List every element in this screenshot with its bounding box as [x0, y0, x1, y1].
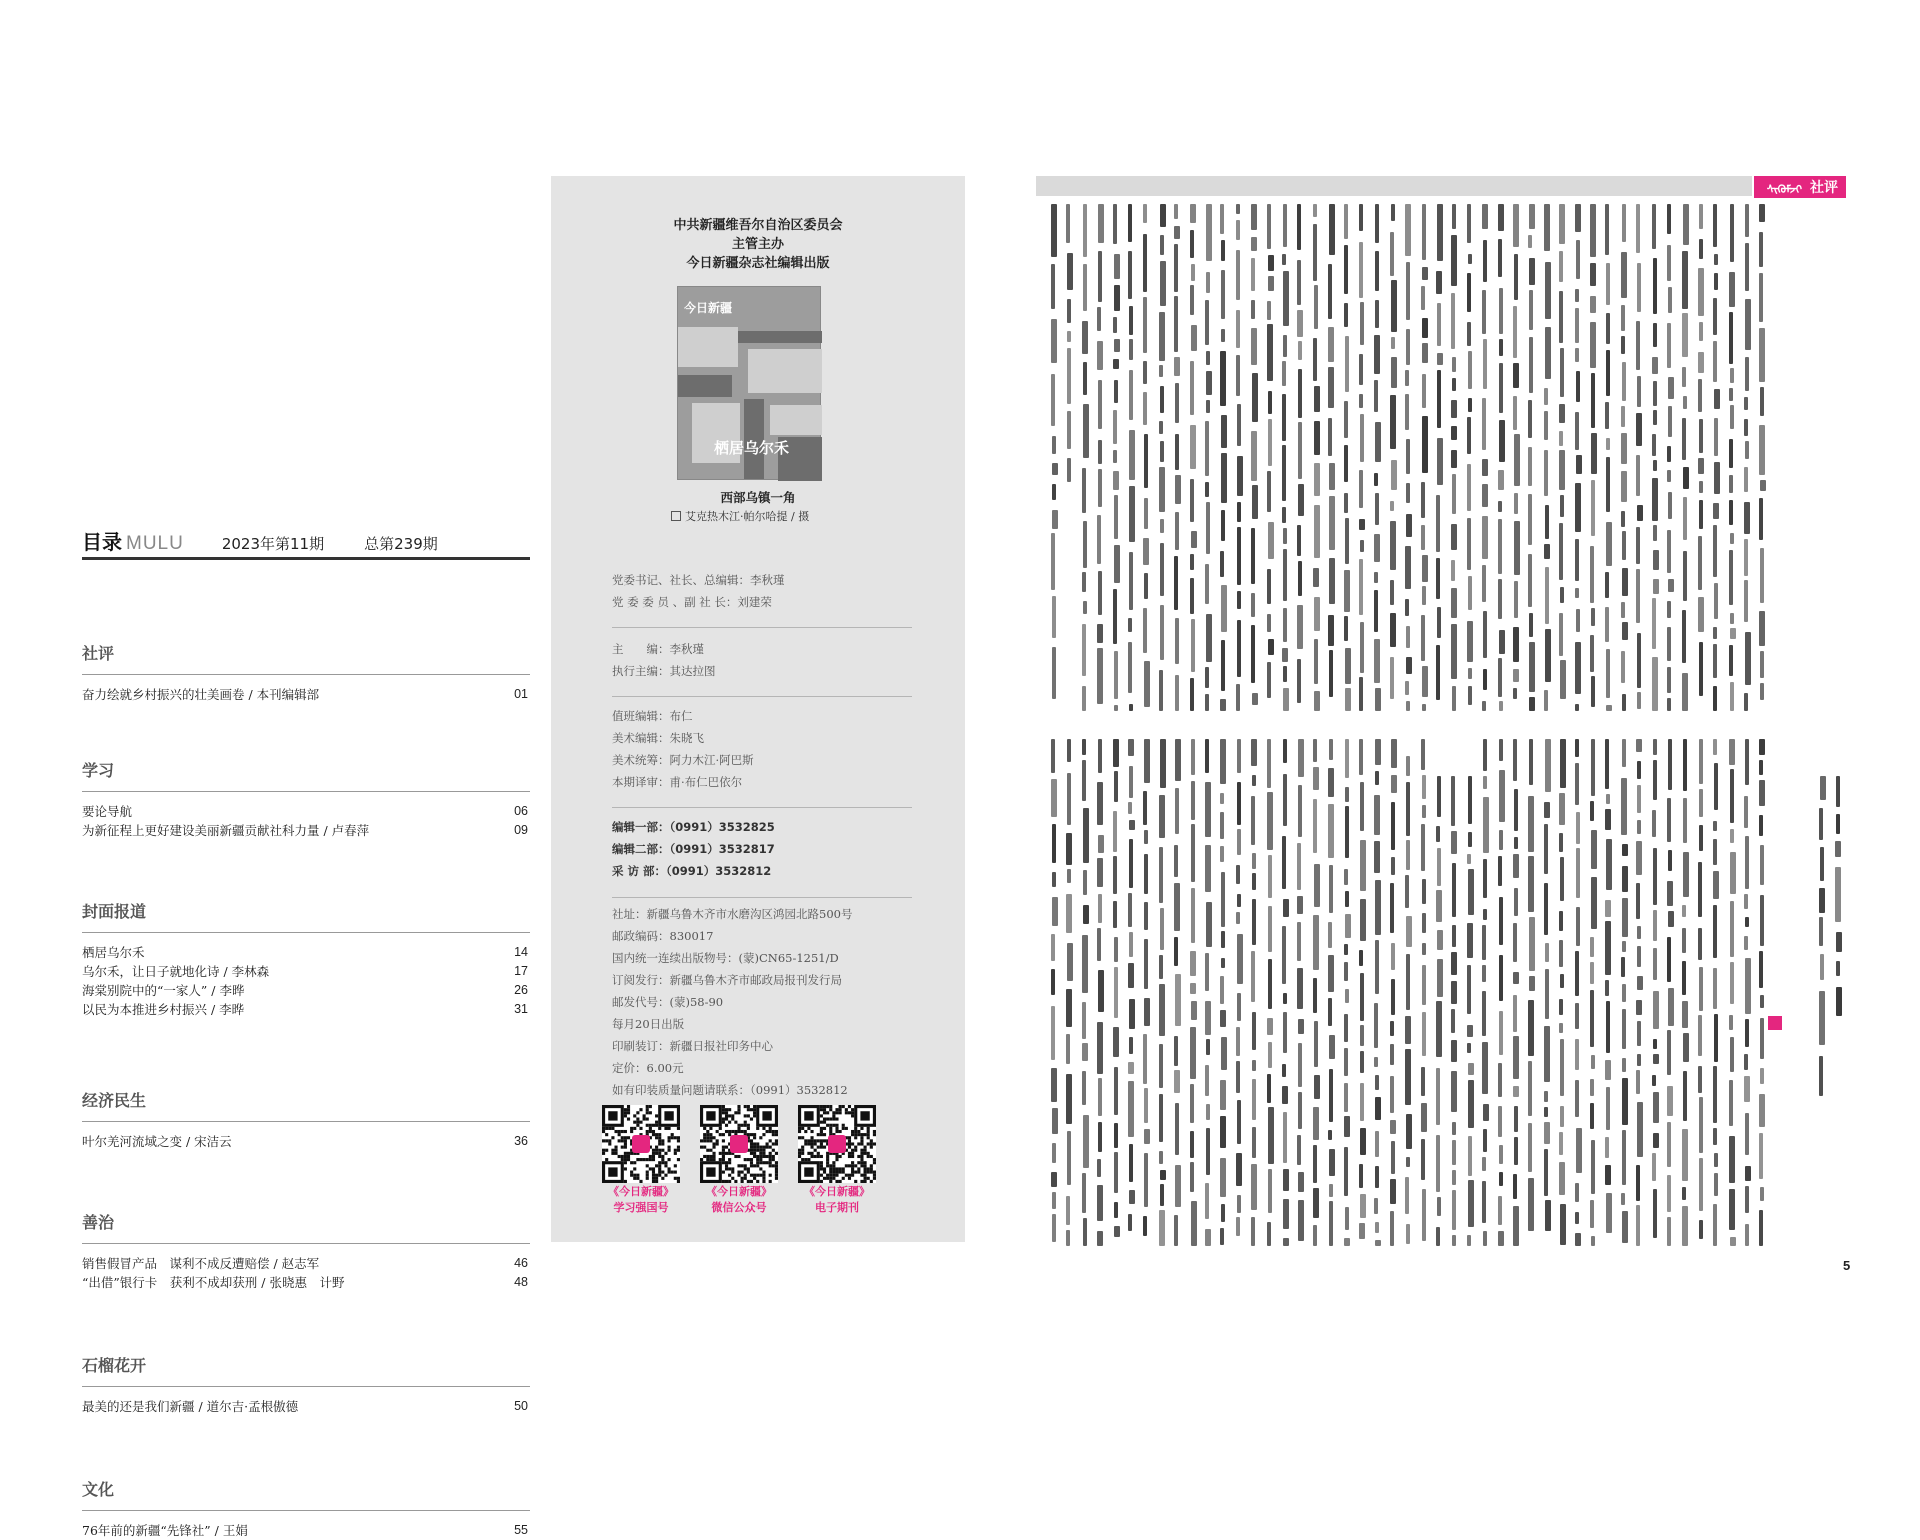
mongolian-text-column: [1142, 739, 1149, 1246]
mongolian-text-column: [1834, 776, 1841, 1016]
qr-caption: 《今日新疆》: [608, 1185, 674, 1198]
mongolian-text-column: [1697, 739, 1704, 1246]
masthead-line: 本期译审：甫·布仁巴依尔: [612, 775, 743, 789]
toc-entry[interactable]: [82, 1254, 530, 1273]
mongolian-text-column: [1173, 204, 1180, 711]
toc-entry-title: 销售假冒产品 谋利不成反遭赔偿 / 赵志军: [82, 1256, 320, 1271]
masthead-line: 采 访 部：（0991）3532812: [612, 864, 772, 878]
toc-entry-page: 09: [514, 823, 528, 837]
mongolian-text-column: [1728, 739, 1735, 1246]
toc-entry-page: 46: [514, 1256, 528, 1270]
toc-section-title: 学习: [82, 761, 115, 780]
toc-entry-title: 乌尔禾，让日子就地化诗 / 李林森: [82, 964, 270, 979]
mongolian-text-column: [1266, 204, 1273, 711]
toc-entry-page: 26: [514, 983, 528, 997]
mongolian-text-column: [1281, 204, 1288, 711]
qr-code-block: [791, 1105, 883, 1215]
qr-code-block: [693, 1105, 785, 1215]
mongolian-text-column: [1250, 739, 1257, 1246]
toc-entry-page: 55: [514, 1523, 528, 1537]
toc-section: [82, 900, 530, 1019]
mongolian-text-column: [1127, 204, 1134, 711]
toc-entry[interactable]: [82, 1000, 530, 1019]
mongolian-text-column: [1389, 204, 1396, 711]
phone-numbers: [612, 816, 775, 882]
toc-entry-title: 栖居乌尔禾: [82, 945, 145, 960]
mongolian-text-column: [1589, 739, 1596, 1246]
divider: [82, 1386, 530, 1387]
toc-entry-page: 48: [514, 1275, 528, 1289]
mongolian-text-column: [1158, 739, 1165, 1246]
divider: [82, 674, 530, 675]
mongolian-text-column: [1327, 204, 1334, 711]
cover-caption: 西部乌镇一角: [720, 490, 796, 505]
toc-entry-page: 01: [514, 687, 528, 701]
toc-entry-page: 31: [514, 1002, 528, 1016]
cover-image: [677, 286, 821, 480]
masthead-line: 主 编：李秋瑾: [612, 642, 704, 656]
mongolian-text-column: [1219, 739, 1226, 1246]
table-of-contents: [82, 526, 530, 1540]
publication-info: [612, 903, 852, 1101]
mongolian-text-column: [1235, 739, 1242, 1246]
mongolian-text-column: [1343, 739, 1350, 1246]
mongolian-text-column: [1681, 204, 1688, 711]
mongolian-text-column: [1358, 739, 1365, 1246]
toc-entry[interactable]: [82, 943, 530, 962]
divider: [82, 791, 530, 792]
mongolian-text-column: [1558, 739, 1565, 1246]
mongolian-text-column: [1127, 739, 1134, 1246]
mongolian-text-column: [1543, 204, 1550, 711]
masthead-line: 邮发代号：(蒙)58-90: [612, 995, 724, 1009]
header-bar: [1036, 176, 1752, 196]
mongolian-text-column: [1743, 739, 1750, 1246]
divider: [612, 807, 912, 808]
mongolian-text-column: [1096, 204, 1103, 711]
mongolian-text-column: [1327, 739, 1334, 1246]
mongolian-text-column: [1219, 204, 1226, 711]
qr-code-block: [595, 1105, 687, 1215]
masthead-line: 印刷装订：新疆日报社印务中心: [612, 1039, 773, 1053]
mongolian-text-column: [1558, 204, 1565, 711]
toc-section-title: 善治: [82, 1213, 115, 1232]
toc-section: [82, 1354, 530, 1416]
mongolian-text-column: [1497, 739, 1504, 1246]
qr-caption: 《今日新疆》: [706, 1185, 772, 1198]
mongolian-text-column: [1712, 739, 1719, 1246]
qr-caption: 学习强国号: [613, 1201, 669, 1214]
toc-entry[interactable]: [82, 981, 530, 1000]
masthead-line: 美术编辑：朱晓飞: [612, 731, 704, 745]
mongolian-text-column: [1389, 739, 1396, 1246]
mongolian-text-column: [1666, 739, 1673, 1246]
mongolian-text-column: [1420, 204, 1427, 711]
article-end-marker: [1768, 1016, 1782, 1030]
toc-entry-page: 50: [514, 1399, 528, 1413]
toc-entry-title: 76年前的新疆“先锋社” / 王娟: [82, 1523, 248, 1538]
qr-code-icon[interactable]: [700, 1105, 778, 1183]
mongolian-text-column: [1743, 204, 1750, 711]
toc-section-title: 社评: [82, 644, 115, 663]
mongolian-text-column: [1373, 739, 1380, 1246]
toc-section: [82, 1211, 530, 1292]
divider: [612, 696, 912, 697]
toc-entry-title: 海棠别院中的“一家人” / 李晔: [82, 983, 245, 998]
toc-section: [82, 642, 530, 704]
mongolian-text-column: [1604, 204, 1611, 711]
masthead-line: 值班编辑：布仁: [612, 709, 693, 723]
mongolian-text-column: [1651, 739, 1658, 1246]
masthead-line: 党委书记、社长、总编辑：李秋瑾: [612, 573, 785, 587]
mongolian-text-column: [1497, 204, 1504, 711]
mongolian-text-column: [1081, 204, 1088, 711]
staff-duty: [612, 705, 754, 793]
editorial-page: [1036, 176, 1846, 1276]
toc-entry-page: 36: [514, 1134, 528, 1148]
toc-entry[interactable]: [82, 821, 530, 840]
mongolian-text-column: [1620, 204, 1627, 711]
mongolian-text-column: [1466, 204, 1473, 711]
masthead-line: 如有印装质量问题请联系：（0991）3532812: [612, 1083, 848, 1097]
mongolian-text-column: [1112, 739, 1119, 1246]
mongolian-text-column: [1435, 204, 1442, 706]
mongolian-text-column: [1574, 739, 1581, 1246]
toc-entry[interactable]: [82, 685, 530, 704]
mongolian-text-column: [1158, 204, 1165, 711]
publisher-line: 今日新疆杂志社编辑出版: [686, 256, 830, 271]
mongolian-text-column: [1620, 739, 1627, 1246]
cover-photo-credit: [671, 508, 809, 524]
mongolian-text-column: [1343, 204, 1350, 711]
mongolian-text-column: [1818, 776, 1825, 1096]
mongolian-text-column: [1235, 204, 1242, 711]
divider: [612, 627, 912, 628]
cover-credit-text: 艾克热木江·帕尔哈提 / 摄: [685, 510, 810, 523]
toc-title: 目录: [82, 530, 122, 554]
toc-entry[interactable]: [82, 1521, 530, 1540]
mongolian-script-label: ᠰᠢᠭᠦᠮᠵᠢ: [1766, 182, 1802, 196]
mongolian-text-column: [1112, 204, 1119, 711]
mongolian-text-column: [1204, 739, 1211, 1246]
mongolian-text-column: [1404, 204, 1411, 711]
toc-entry[interactable]: [82, 962, 530, 981]
staff-editors: [612, 638, 716, 682]
mongolian-text-column: [1758, 204, 1765, 711]
mongolian-text-column: [1312, 739, 1319, 1246]
issue-number: 2023年第11期: [221, 535, 325, 553]
toc-section-title: 经济民生: [82, 1091, 147, 1110]
page-number: 5: [1843, 1258, 1851, 1273]
mongolian-text-column: [1420, 739, 1427, 1246]
mongolian-text-column: [1173, 739, 1180, 1246]
mongolian-text-column: [1543, 739, 1550, 1246]
divider: [612, 897, 912, 898]
toc-entry[interactable]: [82, 802, 530, 821]
mongolian-text-column: [1589, 204, 1596, 711]
mongolian-text-column: [1604, 739, 1611, 1246]
toc-entry-title: 要论导航: [82, 804, 133, 819]
mongolian-text-column: [1527, 739, 1534, 1246]
total-issue-number: 总第239期: [364, 535, 438, 553]
mongolian-text-column: [1574, 204, 1581, 711]
qr-caption: 电子期刊: [815, 1201, 859, 1214]
publisher-info: [551, 216, 965, 273]
masthead-line: 社址：新疆乌鲁木齐市水磨沟区鸿园北路500号: [612, 907, 853, 921]
mongolian-text-column: [1065, 739, 1072, 1246]
mongolian-text-column: [1651, 204, 1658, 711]
mongolian-text-column: [1481, 204, 1488, 711]
masthead-line: 定价：6.00元: [612, 1061, 684, 1075]
toc-entry-title: 以民为本推进乡村振兴 / 李晔: [82, 1002, 245, 1017]
toc-entry-title: “出借”银行卡 获利不成却获刑 / 张晓惠 计野: [82, 1275, 345, 1290]
mongolian-text-column: [1512, 204, 1519, 711]
qr-code-icon[interactable]: [602, 1105, 680, 1183]
mongolian-text-column: [1296, 739, 1303, 1246]
toc-entry[interactable]: [82, 1132, 530, 1151]
toc-section: [82, 759, 530, 840]
mongolian-text-column: [1050, 739, 1057, 1246]
mongolian-text-column: [1250, 204, 1257, 711]
qr-code-icon[interactable]: [798, 1105, 876, 1183]
section-tag: [1754, 176, 1846, 198]
section-tag-label: 社评: [1810, 180, 1838, 196]
mongolian-text-column: [1466, 776, 1473, 1246]
qr-caption: 《今日新疆》: [804, 1185, 870, 1198]
toc-entry-page: 14: [514, 945, 528, 959]
mongolian-text-column: [1373, 204, 1380, 711]
mongolian-text-column: [1050, 204, 1057, 711]
staff-leaders: [612, 569, 785, 613]
divider: [82, 932, 530, 933]
masthead-line: 每月20日出版: [612, 1017, 685, 1031]
mongolian-text-column: [1697, 204, 1704, 711]
masthead-line: 国内统一连续出版物号：(蒙)CN65-1251/D: [612, 951, 839, 965]
mongolian-text-column: [1189, 204, 1196, 711]
mongolian-text-column: [1450, 776, 1457, 1246]
masthead-line: 美术统筹：阿力木江·阿巴斯: [612, 753, 754, 767]
mongolian-text-column: [1481, 739, 1488, 1246]
toc-section: [82, 1089, 530, 1151]
mongolian-text-column: [1758, 739, 1765, 1246]
mongolian-text-column: [1635, 204, 1642, 711]
mongolian-text-column: [1296, 204, 1303, 711]
toc-section-title: 封面报道: [82, 902, 147, 921]
mongolian-text-column: [1728, 204, 1735, 711]
cover-masthead: 今日新疆: [684, 301, 733, 315]
masthead-line: 邮政编码：830017: [612, 929, 714, 943]
mongolian-text-column: [1312, 204, 1319, 711]
masthead-line: 订阅发行：新疆乌鲁木齐市邮政局报刊发行局: [612, 973, 842, 987]
masthead-line: 编辑二部：（0991）3532817: [612, 842, 775, 856]
toc-section: [82, 1478, 530, 1540]
toc-section-title: 石榴花开: [82, 1356, 147, 1375]
camera-icon: [671, 511, 681, 521]
toc-entry[interactable]: [82, 1273, 530, 1292]
mongolian-text-column: [1189, 739, 1196, 1246]
publisher-line: 主管主办: [731, 237, 784, 252]
mongolian-text-column: [1081, 739, 1088, 1246]
masthead-line: 执行主编：其达拉图: [612, 664, 716, 678]
toc-entry-page: 17: [514, 964, 528, 978]
mongolian-text-column: [1096, 739, 1103, 1246]
mongolian-text-column: [1266, 739, 1273, 1246]
toc-entry-title: 为新征程上更好建设美丽新疆贡献社科力量 / 卢春萍: [82, 823, 370, 838]
mongolian-text-column: [1635, 739, 1642, 1246]
mongolian-text-column: [1681, 739, 1688, 1246]
toc-entry-title: 奋力绘就乡村振兴的壮美画卷 / 本刊编辑部: [82, 687, 320, 702]
masthead-line: 编辑一部：（0991）3532825: [612, 820, 775, 834]
toc-entry-title: 叶尔羌河流域之变 / 宋洁云: [82, 1134, 232, 1149]
mongolian-text-column: [1281, 739, 1288, 1246]
mongolian-text-column: [1204, 204, 1211, 711]
masthead-panel: [551, 176, 965, 1242]
mongolian-text-column: [1512, 739, 1519, 1246]
mongolian-text-column: [1666, 204, 1673, 711]
qr-caption: 微信公众号: [711, 1201, 767, 1214]
mongolian-text-column: [1527, 204, 1534, 711]
mongolian-text-column: [1435, 776, 1442, 1246]
toc-title-en: MULU: [126, 533, 184, 554]
divider: [82, 1243, 530, 1244]
mongolian-text-column: [1404, 756, 1411, 1246]
toc-entry-title: 最美的还是我们新疆 / 道尔吉·孟根傲德: [82, 1399, 299, 1414]
toc-header: [82, 526, 530, 560]
cover-headline: 栖居乌尔禾: [714, 439, 790, 457]
toc-entry[interactable]: [82, 1397, 530, 1416]
divider: [82, 1121, 530, 1122]
toc-entry-page: 06: [514, 804, 528, 818]
mongolian-text-column: [1358, 204, 1365, 711]
masthead-line: 党 委 委 员 、副 社 长：刘建荣: [612, 595, 772, 609]
mongolian-text-column: [1712, 204, 1719, 711]
publisher-line: 中共新疆维吾尔自治区委员会: [673, 218, 843, 233]
divider: [82, 1510, 530, 1511]
mongolian-text-column: [1065, 204, 1072, 496]
mongolian-text-column: [1450, 204, 1457, 711]
toc-section-title: 文化: [82, 1480, 115, 1499]
toc-sections: [82, 642, 530, 1540]
mongolian-text-column: [1142, 204, 1149, 711]
